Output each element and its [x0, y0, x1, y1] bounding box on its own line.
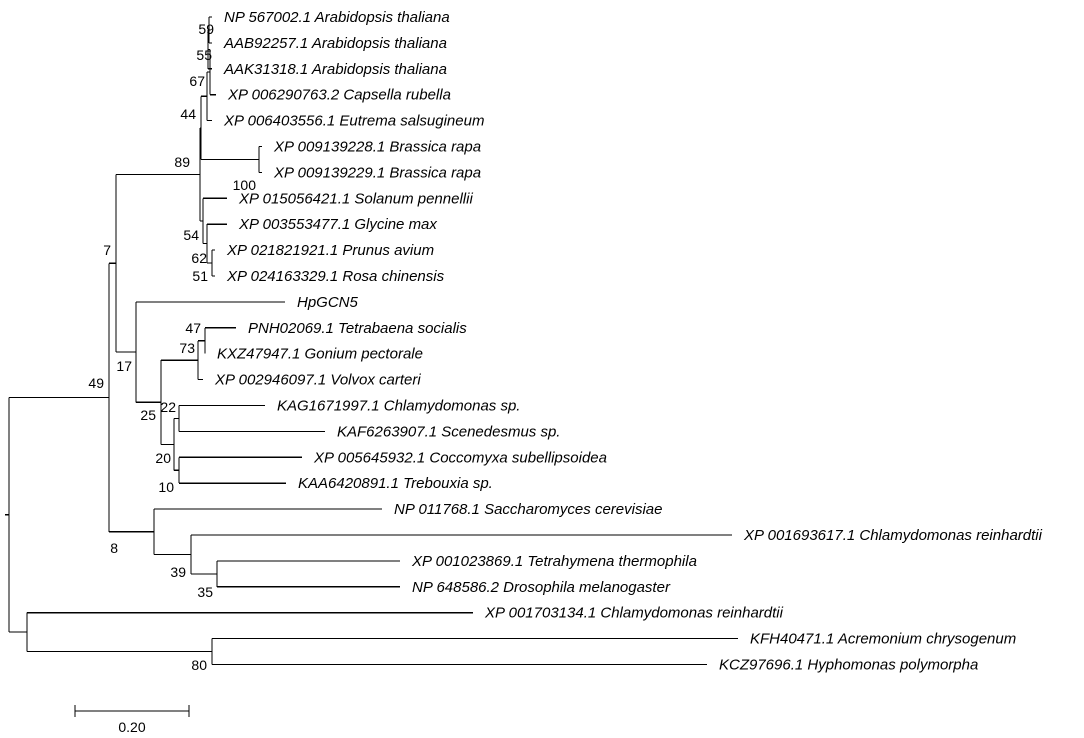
taxon-label: KXZ47947.1 Gonium pectorale — [217, 345, 423, 363]
bootstrap-value: 55 — [196, 47, 212, 63]
bootstrap-value: 7 — [103, 242, 111, 258]
bootstrap-value: 44 — [180, 106, 196, 122]
taxon-label: XP 006290763.2 Capsella rubella — [228, 86, 451, 104]
bootstrap-value: 39 — [170, 564, 186, 580]
taxon-label: NP 567002.1 Arabidopsis thaliana — [224, 9, 450, 26]
taxon-label: XP 006403556.1 Eutrema salsugineum — [224, 112, 485, 130]
bootstrap-value: 89 — [174, 154, 190, 170]
taxon-labels — [214, 9, 1043, 674]
taxon-label: NP 011768.1 Saccharomyces cerevisiae — [394, 501, 663, 519]
taxon-label: XP 001693617.1 Chlamydomonas reinhardtii — [744, 527, 1042, 544]
bootstrap-value: 73 — [179, 340, 195, 356]
bootstrap-value: 22 — [160, 399, 176, 415]
taxon-label: XP 001703134.1 Chlamydomonas reinhardtii — [485, 604, 783, 622]
taxon-label: KFH40471.1 Acremonium chrysogenum — [750, 630, 1017, 648]
bootstrap-value: 51 — [192, 268, 208, 284]
scale-bar-label: 0.20 — [118, 719, 146, 735]
bootstrap-value: 8 — [110, 540, 118, 556]
bootstrap-value: 49 — [88, 375, 104, 391]
taxon-label: NP 648586.2 Drosophila melanogaster — [412, 578, 670, 596]
bootstrap-value: 67 — [189, 73, 205, 89]
taxon-label: KAA6420891.1 Trebouxia sp. — [298, 475, 493, 493]
bootstrap-value: 100 — [232, 177, 256, 193]
taxon-label: XP 024163329.1 Rosa chinensis — [227, 268, 445, 285]
taxon-label: XP 015056421.1 Solanum pennellii — [239, 190, 473, 208]
bootstrap-value: 59 — [198, 21, 214, 37]
bootstrap-value: 25 — [140, 407, 156, 423]
scale-bar — [75, 705, 189, 735]
taxon-label: KCZ97696.1 Hyphomonas polymorpha — [719, 656, 979, 674]
bootstrap-value: 80 — [191, 657, 207, 673]
bootstrap-value: 17 — [116, 358, 132, 374]
taxon-label: AAB92257.1 Arabidopsis thaliana — [224, 34, 447, 52]
taxon-label: XP 009139229.1 Brassica rapa — [274, 164, 482, 182]
taxon-label: AAK31318.1 Arabidopsis thaliana — [224, 60, 447, 78]
taxon-label: XP 009139228.1 Brassica rapa — [274, 138, 482, 156]
taxon-label: XP 002946097.1 Volvox carteri — [215, 371, 421, 389]
taxon-label: HpGCN5 — [297, 293, 358, 311]
bootstrap-value: 62 — [191, 250, 207, 266]
taxon-label: XP 001023869.1 Tetrahymena thermophila — [412, 552, 697, 570]
taxon-label: KAG1671997.1 Chlamydomonas sp. — [277, 397, 521, 415]
bootstrap-value: 35 — [197, 584, 213, 600]
taxon-label: XP 021821921.1 Prunus avium — [227, 242, 435, 260]
bootstrap-value: 20 — [155, 450, 171, 466]
bootstrap-value: 47 — [185, 320, 201, 336]
taxon-label: KAF6263907.1 Scenedesmus sp. — [337, 423, 561, 441]
taxon-label: XP 005645932.1 Coccomyxa subellipsoidea — [314, 449, 607, 467]
taxon-label: XP 003553477.1 Glycine max — [239, 216, 437, 234]
bootstrap-value: 10 — [158, 479, 174, 495]
bootstrap-value: 54 — [183, 227, 199, 243]
taxon-label: PNH02069.1 Tetrabaena socialis — [248, 319, 467, 337]
